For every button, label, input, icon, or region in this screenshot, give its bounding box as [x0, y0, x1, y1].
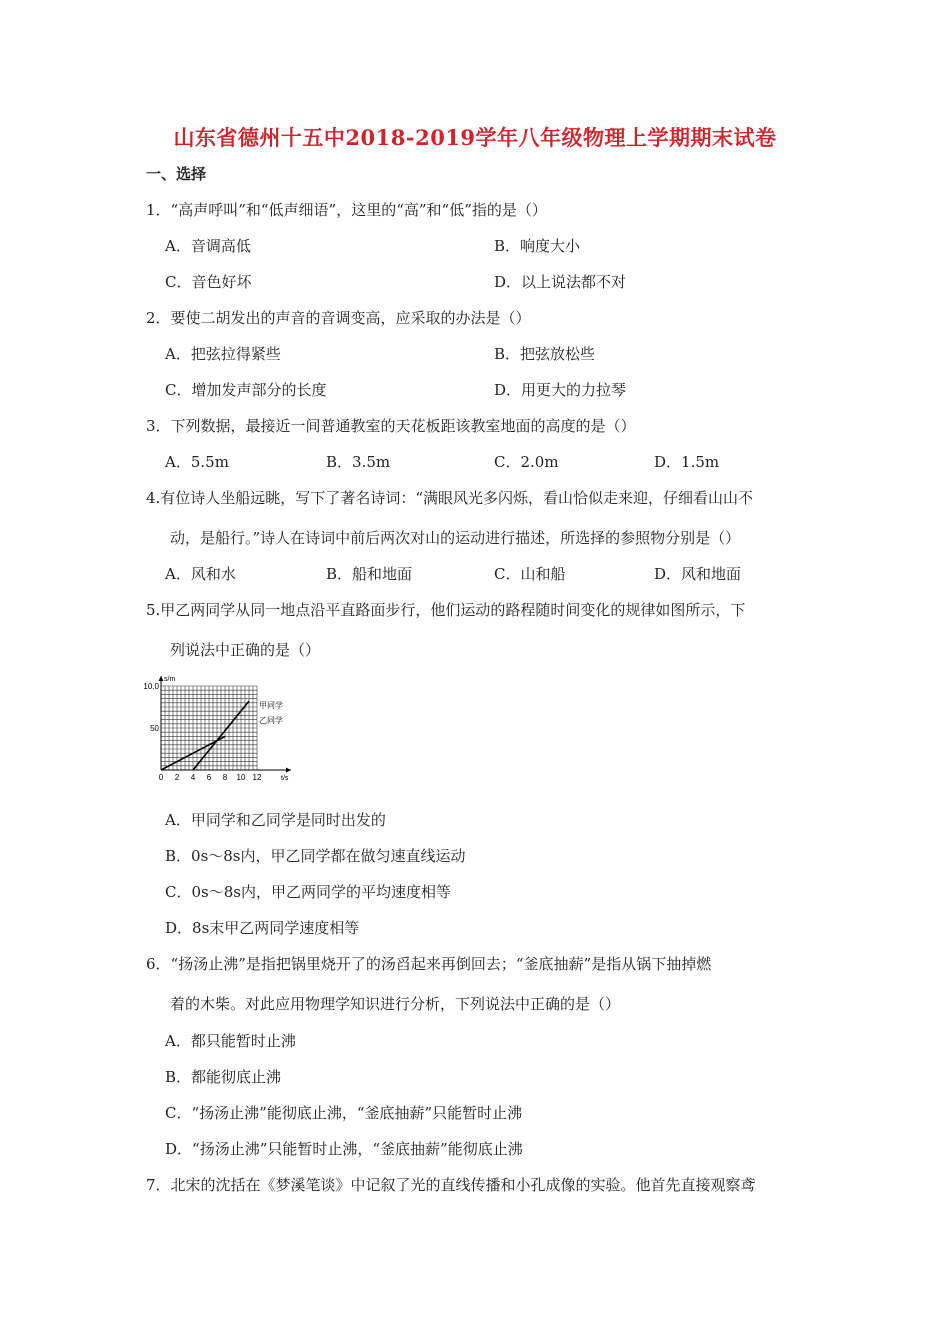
section-heading: 一、选择: [146, 165, 207, 183]
x-axis-arrow: [286, 768, 291, 773]
y-axis-arrow: [159, 676, 164, 681]
question-1-option-c: C．音色好坏: [165, 273, 252, 291]
question-6-option-b: B．都能彻底止沸: [165, 1068, 282, 1086]
y-tick-label: 10.0: [143, 682, 159, 691]
question-1-stem: 1．“高声呼叫”和“低声细语”，这里的“高”和“低”指的是（）: [146, 201, 547, 219]
x-tick-label: 12: [252, 773, 262, 782]
question-3-option-d: D．1.5m: [654, 453, 720, 471]
x-tick-label: 10: [236, 773, 246, 782]
page-title: 山东省德州十五中2018-2019学年八年级物理上学期期末试卷: [173, 125, 777, 150]
x-tick-label: 0: [158, 773, 164, 782]
question-6-option-a: A．都只能暂时止沸: [165, 1032, 296, 1050]
question-2-option-b: B．把弦放松些: [494, 345, 596, 363]
x-axis-label: t/s: [281, 775, 289, 782]
x-tick-label: 8: [222, 773, 228, 782]
question-4-option-a: A．风和水: [165, 565, 236, 583]
x-tick-label: 2: [174, 773, 180, 782]
question-2-stem: 2．要使二胡发出的声音的音调变高，应采取的办法是（）: [146, 309, 531, 327]
legend-label: 同学: [267, 716, 283, 725]
question-1-option-a: A．音调高低: [165, 237, 251, 255]
question-1-option-d: D．以上说法都不对: [494, 273, 627, 291]
question-4-option-b: B．船和地面: [326, 565, 413, 583]
question-5-stem-line1: 5.甲乙两同学从同一地点沿平直路面步行，他们运动的路程随时间变化的规律如图所示，下: [146, 601, 746, 619]
question-3-option-a: A．5.5m: [165, 453, 229, 471]
question-5-option-c: C．0s～8s内，甲乙两同学的平均速度相等: [165, 883, 451, 901]
question-5-option-d: D．8s末甲乙两同学速度相等: [165, 919, 360, 937]
question-3-option-c: C．2.0m: [494, 453, 559, 471]
y-tick-label: 50: [150, 724, 159, 733]
question-7-stem: 7．北宋的沈括在《梦溪笔谈》中记叙了光的直线传播和小孔成像的实验。他首先直接观察鸢: [146, 1176, 756, 1194]
question-4-option-d: D．风和地面: [654, 565, 742, 583]
question-6-stem-line1: 6．“扬汤止沸”是指把锅里烧开了的汤舀起来再倒回去；“釜底抽薪”是指从锅下抽掉燃: [146, 955, 712, 973]
x-tick-label: 6: [206, 773, 212, 782]
legend-label: 同学: [267, 701, 283, 710]
question-4-stem-line1: 4.有位诗人坐船远眺，写下了著名诗词：“满眼风光多闪烁，看山恰似走来迎，仔细看山山不: [146, 489, 753, 507]
question-6-option-c: C．“扬汤止沸”能彻底止沸，“釜底抽薪”只能暂时止沸: [165, 1104, 523, 1122]
question-2-option-d: D．用更大的力拉琴: [494, 381, 627, 399]
question-4-option-c: C．山和船: [494, 565, 566, 583]
distance-time-chart: [141, 672, 301, 782]
question-2-option-a: A．把弦拉得紧些: [165, 345, 281, 363]
y-axis-label: s/m: [164, 676, 176, 683]
question-5-option-a: A．甲同学和乙同学是同时出发的: [165, 811, 386, 829]
question-3-stem: 3．下列数据，最接近一间普通教室的天花板距该教室地面的高度的是（）: [146, 417, 636, 435]
legend-label: 甲: [259, 701, 267, 710]
x-tick-label: 4: [190, 773, 196, 782]
question-1-option-b: B．响度大小: [494, 237, 581, 255]
question-6-stem-line2: 着的木柴。对此应用物理学知识进行分析，下列说法中正确的是（）: [170, 995, 621, 1013]
question-4-stem-line2: 动，是船行。”诗人在诗词中前后两次对山的运动进行描述，所选择的参照物分别是（）: [170, 529, 741, 547]
legend-label: 乙: [259, 716, 267, 725]
question-2-option-c: C．增加发声部分的长度: [165, 381, 327, 399]
question-5-stem-line2: 列说法中正确的是（）: [170, 641, 321, 659]
question-3-option-b: B．3.5m: [326, 453, 391, 471]
question-6-option-d: D．“扬汤止沸”只能暂时止沸，“釜底抽薪”能彻底止沸: [165, 1140, 523, 1158]
question-5-option-b: B．0s～8s内，甲乙同学都在做匀速直线运动: [165, 847, 466, 865]
